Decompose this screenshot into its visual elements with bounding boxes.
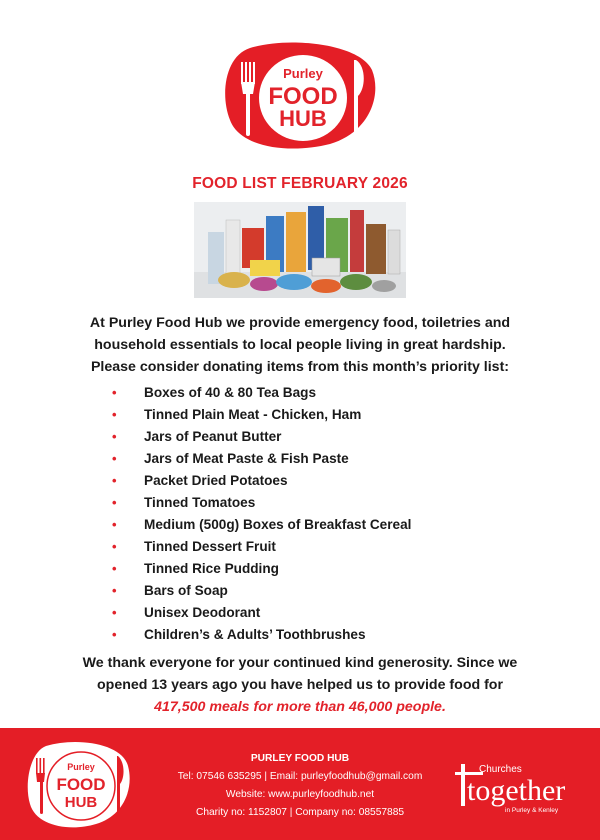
bullet-icon: • (112, 517, 117, 532)
footer-website: Website: www.purleyfoodhub.net (225, 789, 375, 800)
list-item: • Jars of Meat Paste & Fish Paste (112, 448, 411, 470)
food-hub-logo (220, 40, 380, 150)
bullet-icon: • (112, 605, 117, 620)
bullet-icon: • (112, 539, 117, 554)
list-item: • Tinned Dessert Fruit (112, 536, 411, 558)
footer-contact (140, 750, 460, 822)
intro-text (40, 312, 560, 378)
footer (0, 728, 600, 840)
thanks-line-2: opened 13 years ago you have helped us to provide food for (97, 677, 503, 693)
bullet-icon: • (112, 495, 117, 510)
thanks-line-1: We thank everyone for your continued kind generosity. Since we (82, 655, 518, 671)
logo-line-2: FOOD (268, 83, 338, 110)
bullet-icon: • (112, 385, 117, 400)
intro-line-1: At Purley Food Hub we provide emergency food, toiletries and (89, 315, 511, 331)
partner-big: together (467, 774, 566, 807)
thank-you-text (30, 652, 570, 718)
partner-sub: in Purley & Kenley (505, 807, 559, 814)
list-item: • Unisex Deodorant (112, 602, 411, 624)
list-item: • Jars of Peanut Butter (112, 426, 411, 448)
priority-list (112, 382, 411, 646)
footer-charity: Charity no: 1152807 | Company no: 08557885 (195, 807, 405, 818)
list-item: • Tinned Tomatoes (112, 492, 411, 514)
churches-together-logo (455, 756, 585, 820)
bullet-icon: • (112, 451, 117, 466)
list-item: • Bars of Soap (112, 580, 411, 602)
footer-contact-line: Tel: 07546 635295 | Email: purleyfoodhub@gmail.com (177, 771, 423, 782)
list-item: • Children’s & Adults’ Toothbrushes (112, 624, 411, 646)
list-item: • Packet Dried Potatoes (112, 470, 411, 492)
bullet-icon: • (112, 407, 117, 422)
footer-org-name: PURLEY FOOD HUB (250, 753, 350, 764)
bullet-icon: • (112, 561, 117, 576)
list-item: • Boxes of 40 & 80 Tea Bags (112, 382, 411, 404)
page-title: FOOD LIST FEBRUARY 2026 (192, 175, 408, 192)
bullet-icon: • (112, 473, 117, 488)
footer-logo (26, 740, 132, 830)
logo-line-1: Purley (283, 66, 323, 81)
meals-highlight: 417,500 meals for more than 46,000 people. (154, 699, 446, 715)
logo-line-3: HUB (279, 106, 327, 131)
list-item: • Tinned Rice Pudding (112, 558, 411, 580)
groceries-photo (194, 202, 406, 298)
partner-small: Churches (479, 764, 522, 775)
list-item: • Medium (500g) Boxes of Breakfast Cereal (112, 514, 411, 536)
intro-line-3: Please consider donating items from this month’s priority list: (90, 359, 510, 375)
bullet-icon: • (112, 583, 117, 598)
list-item: • Tinned Plain Meat - Chicken, Ham (112, 404, 411, 426)
bullet-icon: • (112, 429, 117, 444)
footer-logo-line-2: FOOD (56, 775, 106, 794)
intro-line-2: household essentials to local people living in great hardship. (94, 337, 506, 353)
footer-logo-line-3: HUB (64, 794, 98, 811)
bullet-icon: • (112, 627, 117, 642)
footer-logo-line-1: Purley (67, 762, 95, 772)
